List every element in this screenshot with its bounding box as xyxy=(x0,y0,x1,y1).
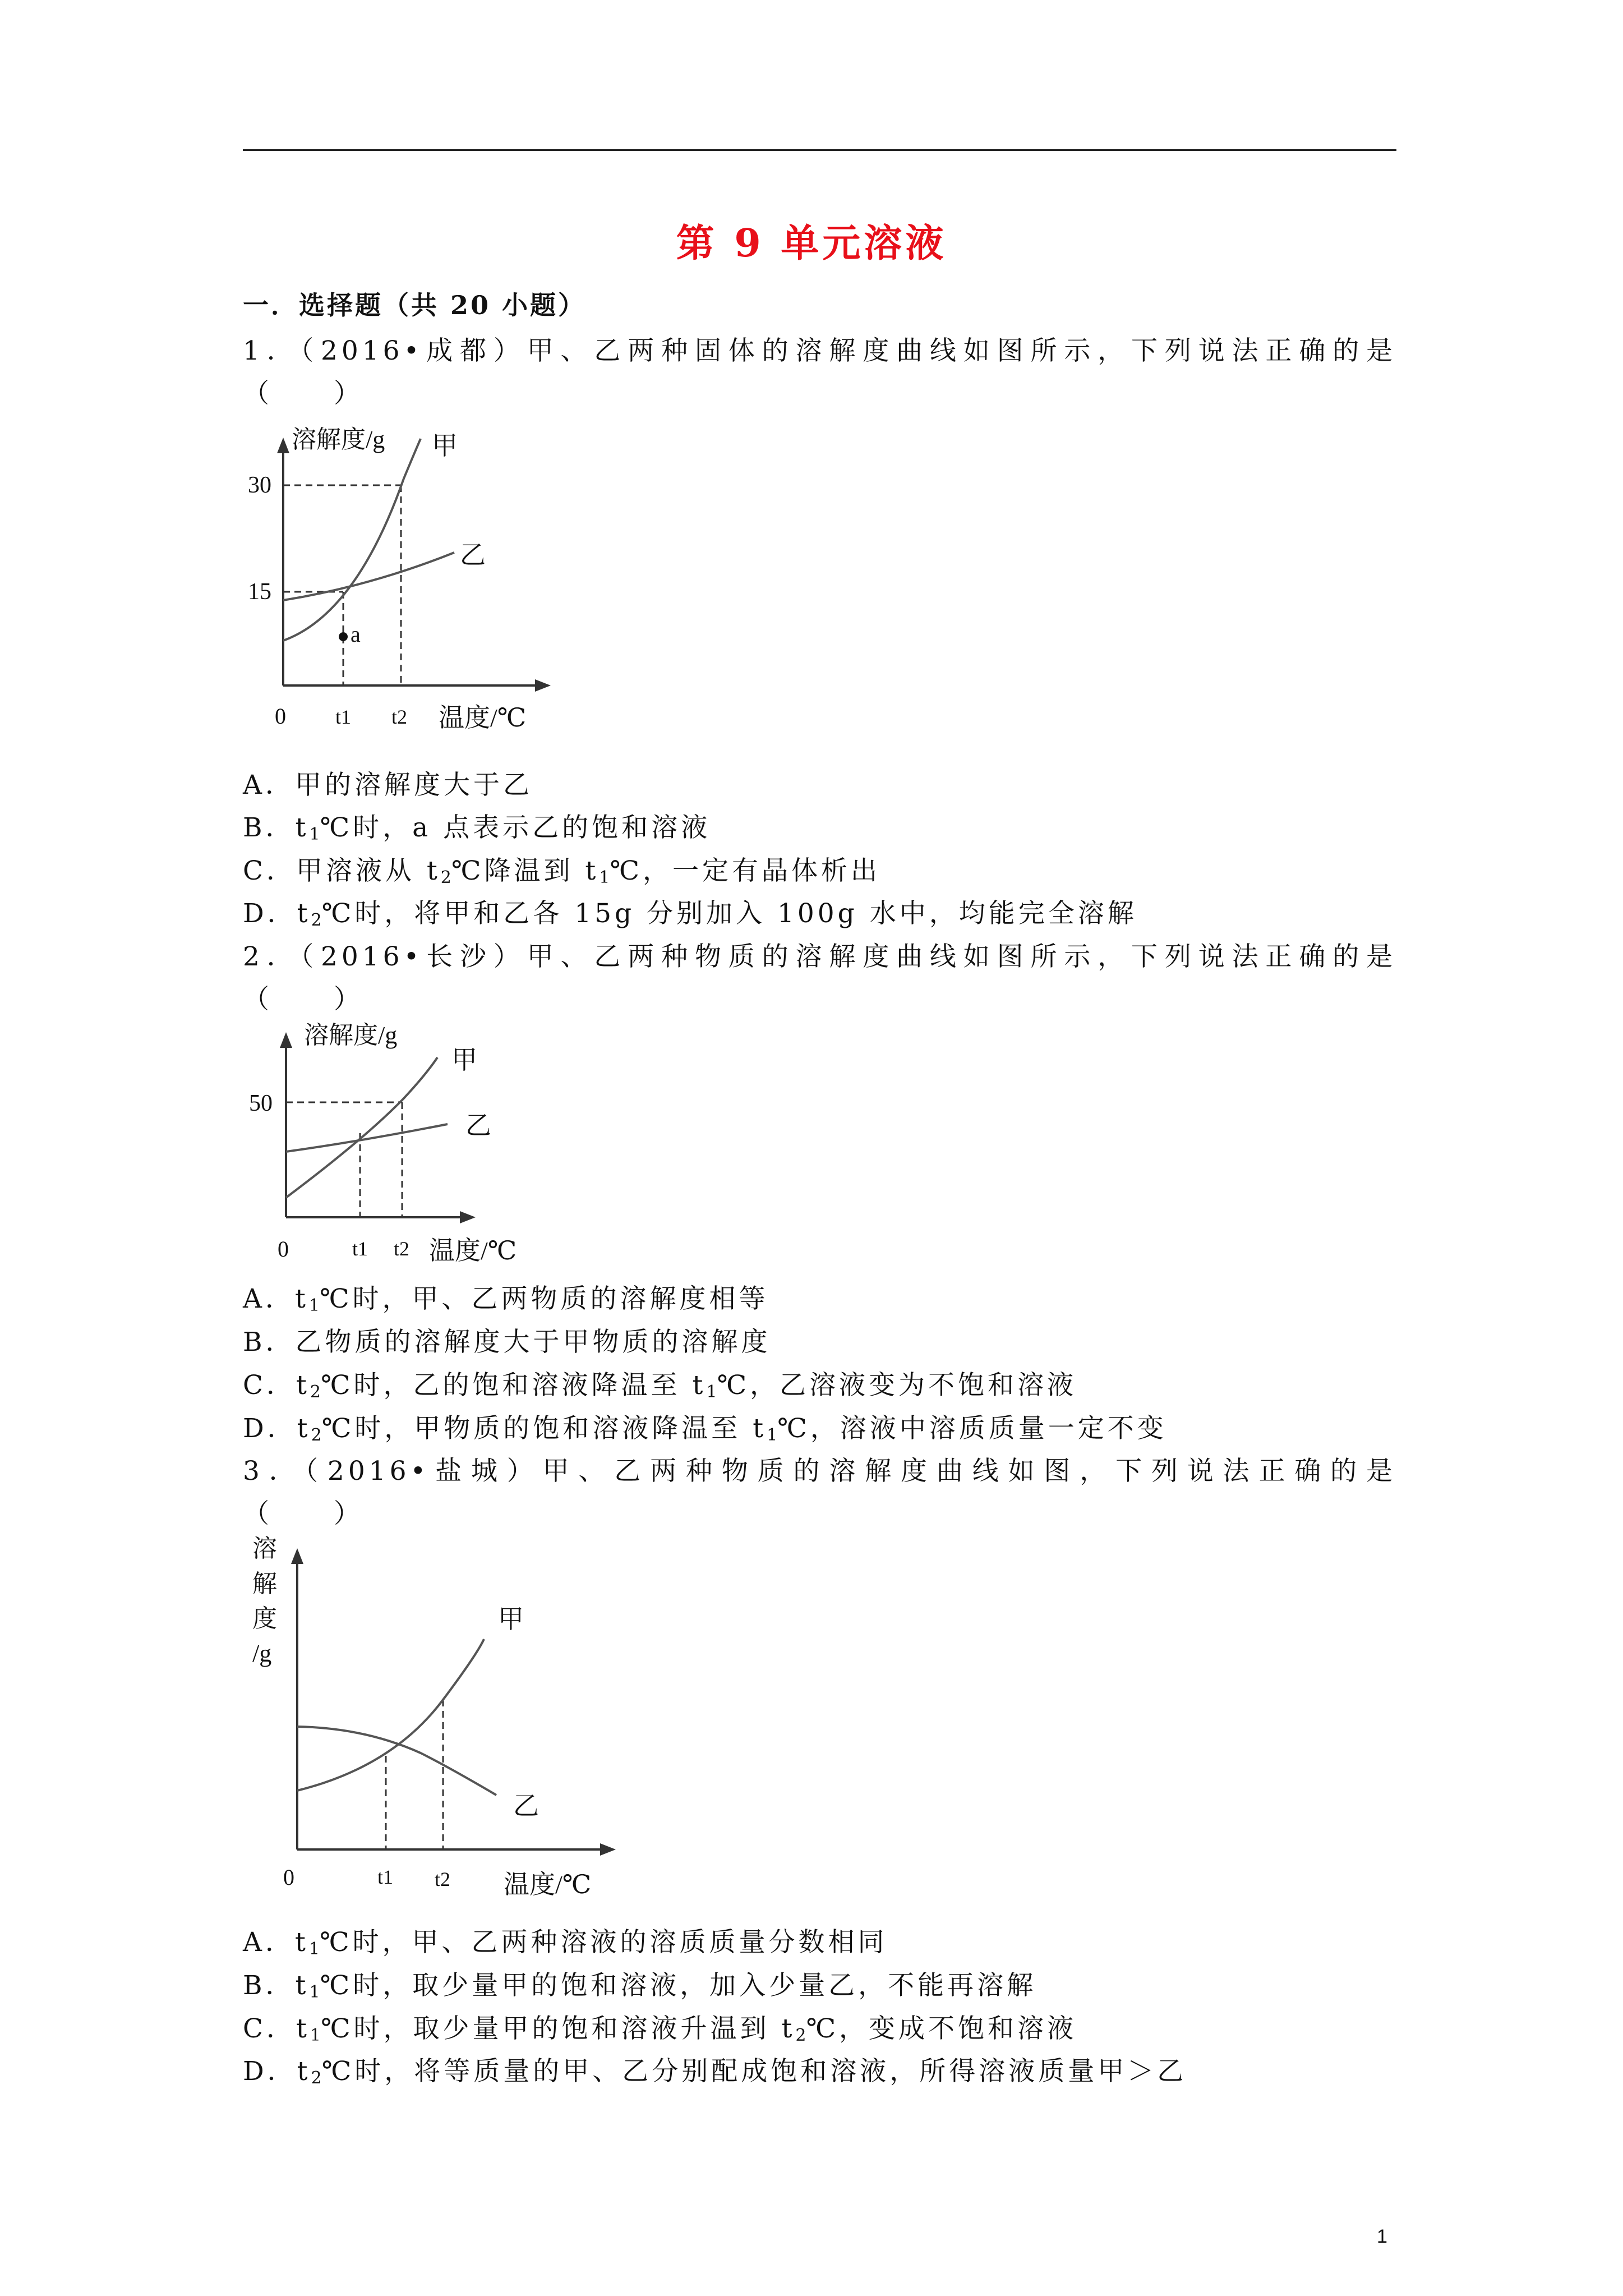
page-number: 1 xyxy=(1377,2226,1387,2247)
question-1-answer-blank: （ ） xyxy=(243,378,364,409)
y-axis-arrow xyxy=(277,438,289,453)
y-tick-15: 15 xyxy=(248,579,271,605)
question-2-solubility-chart xyxy=(236,1010,550,1273)
x-axis-arrow xyxy=(460,1211,476,1223)
x-axis-arrow xyxy=(535,679,551,692)
x-tick-t2: t2 xyxy=(435,1868,451,1890)
question-1-option-a: A．甲的溶解度大于乙 xyxy=(243,770,533,800)
curve-yi xyxy=(286,1124,448,1152)
dashed-guides xyxy=(386,1700,443,1849)
y-axis-arrow xyxy=(280,1032,292,1048)
point-a-label: a xyxy=(351,622,361,647)
y-axis-label-char-2: 解 xyxy=(252,1570,277,1598)
y-tick-30: 30 xyxy=(248,472,271,498)
question-1-option-d: D．$t_2℃$时，将甲和乙各 15g 分别加入 100g 水中，均能完全溶解 xyxy=(243,898,1137,930)
question-1-stem: 1．（2016•成都）甲、乙两种固体的溶解度曲线如图所示，下列说法正确的是 xyxy=(243,335,1396,366)
question-2-option-c: C．$t_2℃$时，乙的饱和溶液降温至 $t_1℃$，乙溶液变为不饱和溶液 xyxy=(243,1370,1077,1402)
origin-label: 0 xyxy=(283,1865,294,1890)
y-axis-arrow xyxy=(291,1548,303,1564)
x-axis-arrow xyxy=(600,1843,616,1856)
question-3-solubility-chart xyxy=(236,1531,639,1907)
curve-yi xyxy=(297,1727,496,1795)
series-label-jia: 甲 xyxy=(451,1046,477,1074)
question-2-option-a: A．$t_1℃$时，甲、乙两物质的溶解度相等 xyxy=(243,1283,769,1315)
x-axis-label: 温度/℃ xyxy=(504,1870,592,1899)
y-tick-50: 50 xyxy=(249,1091,273,1116)
curve-jia xyxy=(286,1057,437,1198)
y-axis-label-char-1: 溶 xyxy=(252,1535,277,1562)
question-3-stem: 3．（2016•盐城）甲、乙两种物质的溶解度曲线如图，下列说法正确的是 xyxy=(243,1456,1396,1487)
curve-jia xyxy=(283,439,421,641)
question-3-option-d: D．$t_2℃$时，将等质量的甲、乙分别配成饱和溶液，所得溶液质量甲＞乙 xyxy=(243,2056,1187,2088)
y-axis-label: 溶解度/g xyxy=(304,1022,398,1049)
curve-jia xyxy=(297,1639,484,1791)
question-1-option-c: C．甲溶液从 $t_2℃$降温到 $t_1℃$，一定有晶体析出 xyxy=(243,855,880,887)
question-2-option-b: B．乙物质的溶解度大于甲物质的溶解度 xyxy=(243,1327,771,1358)
question-2-option-d: D．$t_2℃$时，甲物质的饱和溶液降温至 $t_1℃$，溶液中溶质质量一定不变 xyxy=(243,1413,1167,1445)
x-axis-label: 温度/℃ xyxy=(429,1236,517,1265)
series-label-jia: 甲 xyxy=(498,1605,524,1634)
y-axis-label-char-4: /g xyxy=(252,1640,272,1667)
series-label-jia: 甲 xyxy=(432,431,458,460)
question-3-option-a: A．$t_1℃$时，甲、乙两种溶液的溶质质量分数相同 xyxy=(243,1927,888,1959)
series-label-yi: 乙 xyxy=(465,1111,491,1140)
header-rule xyxy=(243,149,1396,151)
x-tick-t1: t1 xyxy=(335,706,352,728)
question-3-option-c: C．$t_1℃$时，取少量甲的饱和溶液升温到 $t_2℃$，变成不饱和溶液 xyxy=(243,2013,1077,2045)
page-title: 第 9 单元溶液 xyxy=(676,221,947,266)
series-label-yi: 乙 xyxy=(513,1792,539,1820)
x-tick-t1: t1 xyxy=(377,1866,394,1888)
origin-label: 0 xyxy=(275,703,286,729)
question-1-solubility-chart xyxy=(236,421,583,746)
x-tick-t2: t2 xyxy=(394,1237,410,1260)
y-axis-label-char-3: 度 xyxy=(252,1605,277,1632)
point-a xyxy=(339,632,348,641)
question-2-stem: 2．（2016•长沙）甲、乙两种物质的溶解度曲线如图所示，下列说法正确的是 xyxy=(243,941,1396,972)
section-heading: 一．选择题（共 20 小题） xyxy=(243,290,587,320)
question-3-answer-blank: （ ） xyxy=(243,1498,364,1529)
dashed-guides xyxy=(286,1102,402,1217)
origin-label: 0 xyxy=(278,1236,289,1262)
question-1-option-b: B．$t_1℃$时，a 点表示乙的饱和溶液 xyxy=(243,812,711,844)
dashed-guides xyxy=(283,485,401,685)
y-axis-label: 溶解度/g xyxy=(292,426,385,453)
series-label-yi: 乙 xyxy=(460,541,486,569)
question-2-answer-blank: （ ） xyxy=(243,984,364,1015)
question-3-option-b: B．$t_1℃$时，取少量甲的饱和溶液，加入少量乙，不能再溶解 xyxy=(243,1970,1037,2002)
x-tick-t1: t1 xyxy=(352,1237,368,1260)
x-tick-t2: t2 xyxy=(391,706,408,728)
x-axis-label: 温度/℃ xyxy=(439,703,527,732)
